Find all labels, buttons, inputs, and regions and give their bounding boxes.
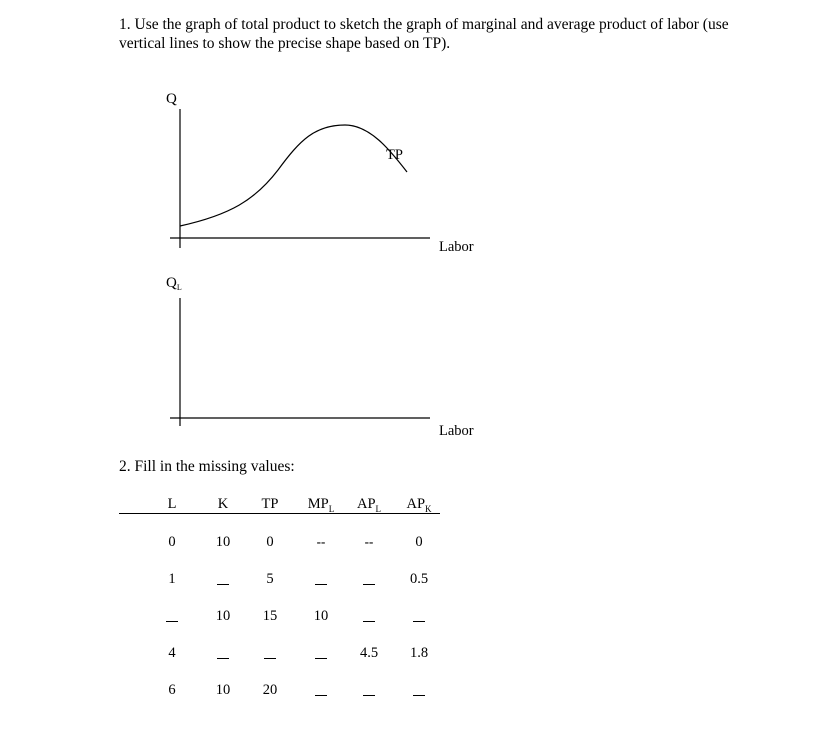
cell-k-row-3: 10	[215, 608, 231, 624]
header-ap-k: $AP_K$	[406, 496, 432, 514]
top-y-axis-label: Q	[166, 91, 177, 107]
cell-tp-row-2: 5	[266, 571, 274, 587]
blank-l-row-3[interactable]	[166, 621, 178, 622]
question-2-text: 2. Fill in the missing values:	[119, 458, 295, 475]
cell-mp-l-row-1: --	[316, 534, 326, 549]
cell-l-row-4: 4	[168, 645, 176, 661]
cell-tp-row-5: 20	[262, 682, 278, 698]
table-header-rule	[119, 513, 440, 514]
cell-tp-row-1: 0	[266, 534, 274, 550]
blank-mp-l-row-2[interactable]	[315, 584, 327, 585]
mp-ap-graph	[166, 275, 474, 439]
blank-ap-k-row-5[interactable]	[413, 695, 425, 696]
question-1-text: 1. Use the graph of total product to sketch the graph of marginal and average product of labor (use vertical lines to show the precise shape based on TP).	[119, 16, 729, 52]
header-ap-l: $AP_L$	[356, 496, 382, 514]
cell-ap-l-row-4: 4.5	[359, 645, 379, 661]
blank-mp-l-row-4[interactable]	[315, 658, 327, 659]
blank-ap-k-row-3[interactable]	[413, 621, 425, 622]
tp-curve-label: TP	[386, 147, 403, 163]
top-x-axis-label: Labor	[439, 239, 474, 255]
header-tp: TP	[261, 496, 279, 512]
cell-tp-row-3: 15	[262, 608, 278, 624]
cell-mp-l-row-3: 10	[313, 608, 329, 624]
bottom-x-axis-label: Labor	[439, 423, 474, 439]
cell-ap-k-row-1: 0	[415, 534, 423, 550]
header-k: K	[217, 496, 229, 512]
cell-l-row-1: 0	[168, 534, 176, 550]
blank-k-row-4[interactable]	[217, 658, 229, 659]
blank-ap-l-row-2[interactable]	[363, 584, 375, 585]
cell-k-row-1: 10	[215, 534, 231, 550]
tp-curve	[180, 125, 407, 226]
header-l: L	[167, 496, 177, 512]
cell-k-row-5: 10	[215, 682, 231, 698]
blank-ap-l-row-5[interactable]	[363, 695, 375, 696]
cell-l-row-2: 1	[168, 571, 176, 587]
cell-l-row-5: 6	[168, 682, 176, 698]
bottom-y-axis-label: $Q_L$	[166, 275, 182, 292]
blank-ap-l-row-3[interactable]	[363, 621, 375, 622]
blank-mp-l-row-5[interactable]	[315, 695, 327, 696]
total-product-graph	[166, 91, 474, 255]
cell-ap-k-row-2: 0.5	[409, 571, 429, 587]
blank-tp-row-4[interactable]	[264, 658, 276, 659]
header-mp-l: $MP_L$	[307, 496, 335, 514]
blank-k-row-2[interactable]	[217, 584, 229, 585]
cell-ap-k-row-4: 1.8	[409, 645, 429, 661]
cell-ap-l-row-1: --	[364, 534, 374, 549]
